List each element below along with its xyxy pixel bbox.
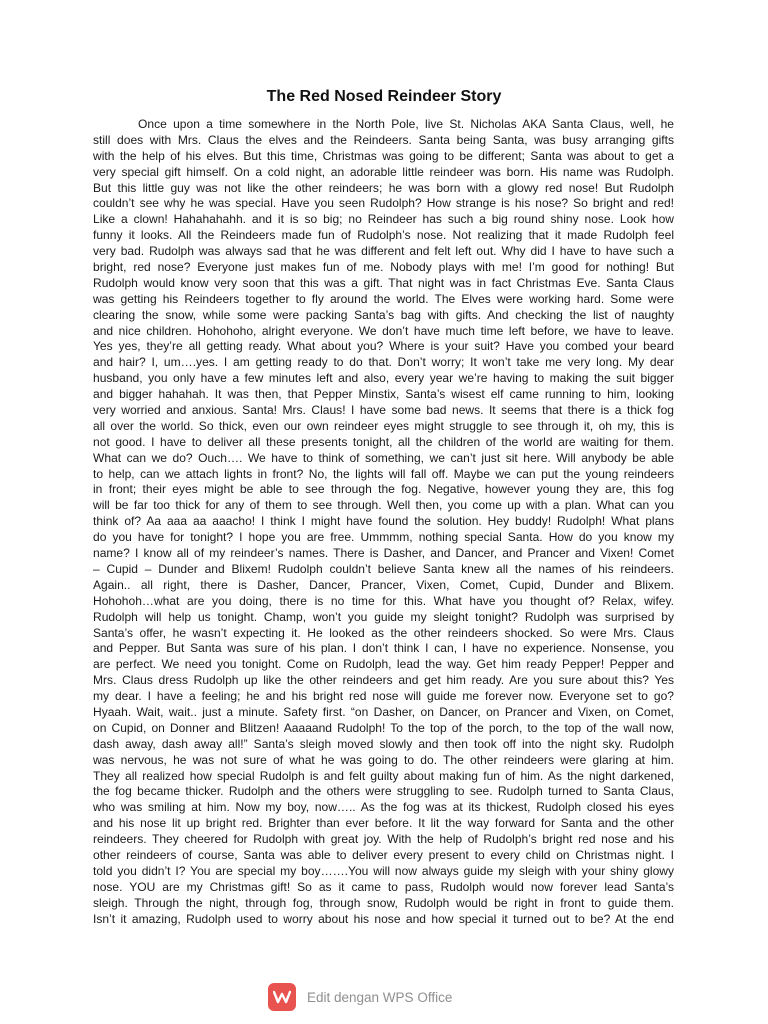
story-line: Mrs. Claus dress Rudolph up like the other reindeers and get him ready. Are you sure about this? Yes: [93, 673, 674, 688]
story-line: very special gift himself. On a cold night, an adorable little reindeer was born. His name was Rudolph.: [93, 164, 674, 179]
story-line: was nervous, he was not sure of what he was going to do. The other reindeers were glaring at him.: [93, 752, 674, 767]
story-line: dash away, dash away all!” Santa’s sleigh moved slowly and then took off into the night sky. Rudolph: [93, 736, 674, 751]
story-line: very worried and anxious. Santa! Mrs. Claus! I have some bad news. It seems that there is a thick fog: [93, 403, 674, 418]
story-line: and nice children. Hohohoho, alright everyone. We don’t have much time left before, we have to leave.: [93, 323, 674, 338]
story-line: and his nose lit up bright red. Brighter than ever before. It lit the way forward for Santa and the other: [93, 816, 674, 831]
document-title: The Red Nosed Reindeer Story: [266, 88, 502, 105]
story-line: Santa’s offer, he wasn’t expecting it. He looked as the other reindeers shocked. So were Mrs. Claus: [93, 625, 674, 640]
story-body: [93, 117, 674, 927]
story-line: other reindeers of course, Santa was able to deliver every present to every child on Christmas night. I: [93, 847, 674, 862]
story-line: not good. I have to deliver all these presents tonight, all the children of the world are waiting for them.: [93, 434, 674, 449]
story-line: with the help of his elves. But this time, Christmas was going to be different; Santa was about to get a: [93, 148, 674, 163]
story-line: was getting his Reindeers together to fly around the world. The Elves were working hard. Some were: [93, 291, 674, 306]
story-line: and hair? I, um….yes. I am getting ready to do that. Don’t worry; It won’t take me very long. My dear: [93, 355, 674, 370]
story-line: on Cupid, on Donner and Blitzen! Aaaaand Rudolph! To the top of the porch, to the top of the wall now,: [93, 720, 674, 735]
story-line: funny it looks. All the Reindeers made fun of Rudolph’s nose. Not realizing that it made Rudolph feel: [93, 228, 674, 243]
story-line: name? I know all of my reindeer’s names. There is Dasher, and Dancer, and Prancer and Vixen! Comet: [93, 546, 674, 561]
story-line: and bigger hahahah. It was then, that Pepper Minstix, Santa’s wisest elf came running to him, looking: [93, 387, 674, 402]
story-line: to help, can we attach lights in front? No, the lights will fall off. Maybe we can put the young reindeers: [93, 466, 674, 481]
story-line: – Cupid – Dunder and Blixem! Rudolph couldn’t believe Santa knew all the names of his reindeers.: [93, 561, 674, 576]
story-line: are perfect. We need you tonight. Come on Rudolph, lead the way. Get him ready Pepper! Pepper and: [93, 657, 674, 672]
story-line: Again.. all right, there is Dasher, Dancer, Prancer, Vixen, Comet, Cupid, Dunder and Blixem.: [93, 577, 674, 592]
story-line: and Pepper. But Santa was sure of his plan. I don’t think I can, I have no experience. Nonsense, you: [93, 641, 674, 656]
story-line: sleigh. Through the night, through fog, through snow, Rudolph would be right in front to guide them.: [93, 895, 674, 910]
edit-with-wps-label: Edit dengan WPS Office: [307, 989, 453, 1005]
story-line: Isn’t it amazing, Rudolph used to worry about his nose and how special it turned out to be? At the end: [93, 911, 674, 926]
story-line: nose. YOU are my Christmas gift! So as it came to pass, Rudolph would now forever lead Santa’s: [93, 879, 674, 894]
story-line: the fog became thicker. Rudolph and the others were struggling to see. Rudolph turned to Santa Claus,: [93, 784, 674, 799]
story-line: reindeers. They cheered for Rudolph with great joy. With the help of Rudolph’s bright red nose and his: [93, 832, 674, 847]
story-line: in front; their eyes might be able to see through the fog. Negative, however young they are, this fog: [93, 482, 674, 497]
story-line: Like a clown! Hahahahahh. and it is so big; no Reindeer has such a big round shiny nose. Look how: [93, 212, 674, 227]
story-line: Hyaah. Wait, wait.. just a minute. Safety first. “on Dasher, on Dancer, on Prancer and Vixen, on Comet,: [93, 704, 674, 719]
story-line: Hohohoh…what are you doing, there is no time for this. What have you thought of? Relax, wifey.: [93, 593, 674, 608]
wps-edit-banner[interactable]: [268, 983, 452, 1011]
story-line: What can we do? Ouch…. We have to think of something, we can’t just sit here. Will anybody be able: [93, 450, 674, 465]
story-line: will be far too thick for any of them to see through. Well then, you come up with a plan. What can you: [93, 498, 674, 513]
wps-office-logo-icon: [268, 983, 296, 1011]
story-line: do you have for tonight? I hope you are free. Ummmm, nothing special Santa. How do you know my: [93, 530, 674, 545]
story-line: told you didn’t I? You are special my boy…….You will now always guide my sleigh with your shiny glowy: [93, 863, 674, 878]
story-line: couldn’t see why he was special. Have you seen Rudolph? How strange is his nose? So bright and red!: [93, 196, 674, 211]
story-line: clearing the snow, while some were packing Santa’s bag with gifts. And checking the list of naughty: [93, 307, 674, 322]
story-line: very bad. Rudolph was always sad that he was different and felt left out. Why did I have to have such a: [93, 244, 674, 259]
story-line: my dear. I have a feeling; he and his bright red nose will guide me forever now. Everyone set to go?: [93, 689, 674, 704]
story-line: They all realized how special Rudolph is and felt guilty about making fun of him. As the night darkened,: [93, 768, 674, 783]
story-line: bright, red nose? Everyone just makes fun of me. Nobody plays with me! I’m good for nothing! But: [93, 260, 674, 275]
story-line: think of? Aa aaa aa aaacho! I think I might have found the solution. Hey buddy! Rudolph! What plans: [93, 514, 674, 529]
story-line: Rudolph will help us tonight. Champ, won’t you guide my sleight tonight? Rudolph was surprised by: [93, 609, 674, 624]
story-line: all over the world. So thick, even our own reindeer eyes might struggle to see through it, oh my, this is: [93, 418, 674, 433]
story-line: Yes yes, they’re all getting ready. What about you? Where is your suit? Have you combed your beard: [93, 339, 674, 354]
story-line: Once upon a time somewhere in the North Pole, live St. Nicholas AKA Santa Claus, well, he: [138, 117, 674, 131]
story-line: But this little guy was not like the other reindeers; he was born with a glowy red nose! But Rudolph: [93, 180, 674, 195]
story-line: husband, you only have a few minutes left and also, every year we’re having to making the suit bigger: [93, 371, 674, 386]
story-line: who was smiling at him. Now my boy, now….. As the fog was at its thickest, Rudolph closed his eyes: [93, 800, 674, 815]
story-line: still does with Mrs. Claus the elves and the Reindeers. Santa being Santa, was busy arranging gifts: [93, 132, 674, 147]
story-line: Rudolph would know very soon that this was a gift. That night was in fact Christmas Eve. Santa Claus: [93, 275, 674, 290]
